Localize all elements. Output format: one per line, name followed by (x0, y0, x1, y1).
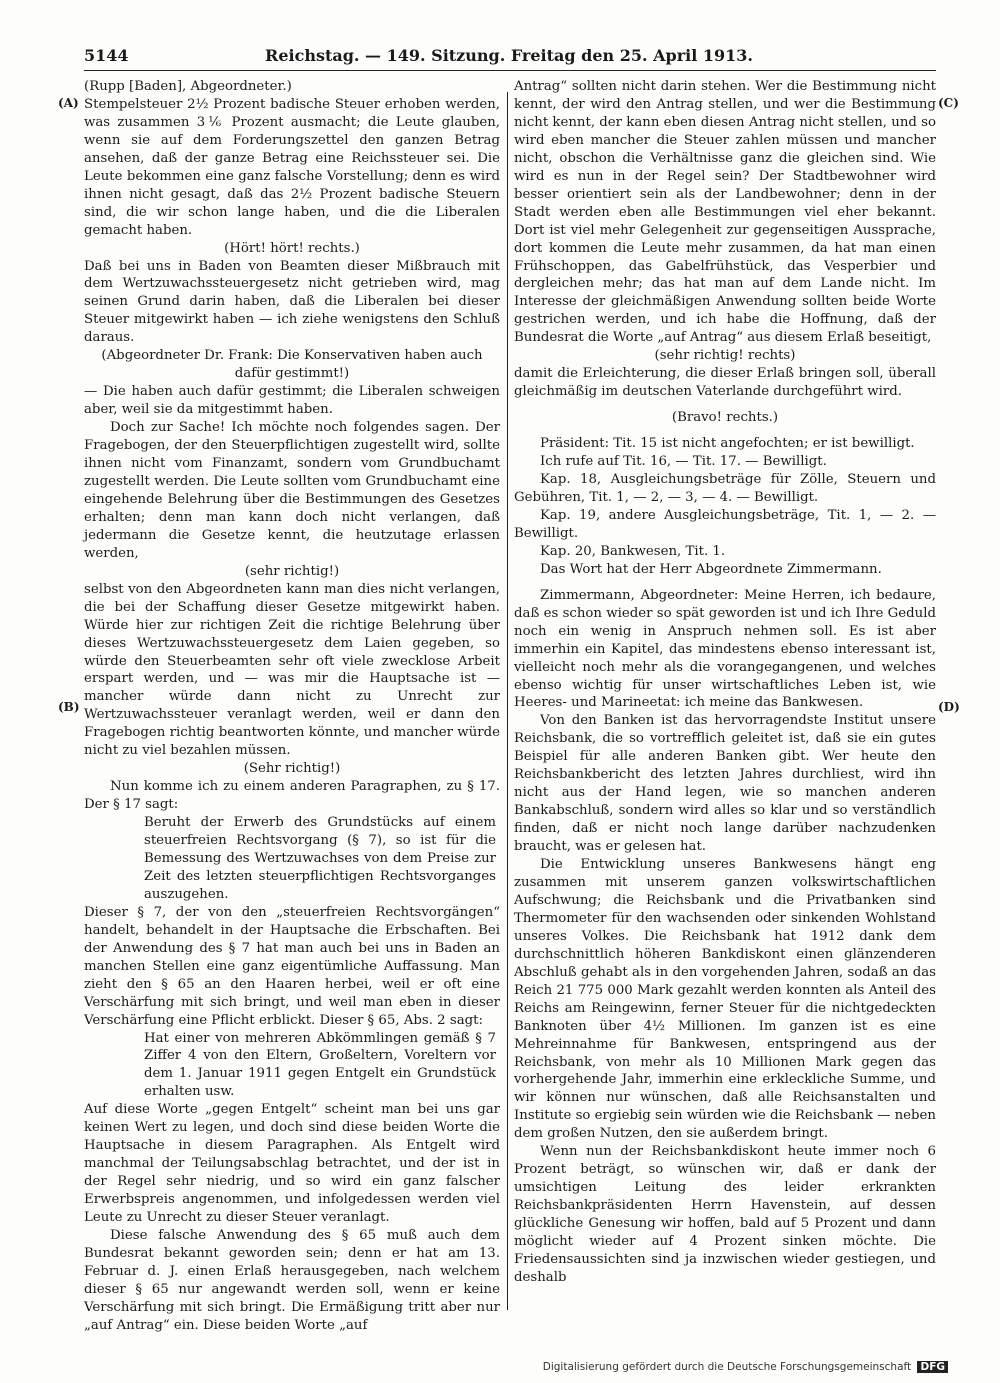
column-divider (507, 92, 508, 1310)
paragraph: Das Wort hat der Herr Abgeordnete Zimmermann. (540, 561, 882, 577)
interjection: (Bravo! rechts.) (671, 410, 779, 426)
running-header (84, 46, 934, 72)
header-title: Reichstag. — 149. Sitzung. Freitag den 25. April 1913. (265, 46, 753, 65)
interjection: (Abgeordneter Dr. Frank: Die Konservativen haben auch dafür gestimmt!) (101, 348, 483, 382)
interjection: (sehr richtig!) (244, 563, 340, 579)
paragraph: Diese falsche Anwendung des § 65 muß auch dem Bundesrat bekannt geworden sein; denn er hat am 13. Februar d. J. einen Erlaß herausgegeben, nach welchem dieser § 65 nur angewandt werden soll, wenn er keine Verschärfung mit sich bringt. Die Ermäßigung tritt aber nur „auf Antrag“ ein. Diese beiden Worte „auf (84, 1228, 500, 1333)
paragraph: damit die Erleichterung, die dieser Erlaß bringen soll, überall gleichmäßig im deutschen Vaterlande durchgeführt wird. (514, 366, 936, 400)
left-column (84, 78, 500, 1335)
right-column (514, 78, 936, 1287)
paragraph: selbst von den Abgeordneten kann man dies nicht verlangen, die bei der Schaffung dieser Gesetze mitgewirkt haben. Würde hier zur richtigen Zeit die richtige Belehrung über dieses Wertzuwachssteuergesetz dem Laien gegeben, so würde den Steuerbeamten sehr oft viele zwecklose Arbeit erspart werden, und — was mir die Hauptsache ist — mancher würde dann nicht zu Unrecht zur Wertzuwachssteuer veranlagt werden, weil er dann den Fragebogen richtig beantworten könnte, und mancher würde nicht zu viel bezahlen müssen. (84, 581, 500, 759)
paragraph: Auf diese Worte „gegen Entgelt“ scheint man bei uns gar keinen Wert zu legen, und doch sind diese beiden Worte die Hauptsache in diesem Paragraphen. Als Entgelt wird manchmal der Teilungsabschlag betrachtet, und der ist in der Regel sehr niedrig, und so wird ein ganz falscher Erwerbspreis angenommen, und infolgedessen werden viel Leute zu Unrecht zu dieser Steuer veranlagt. (84, 1102, 500, 1226)
law-quote: Beruht der Erwerb des Grundstücks auf einem steuerfreien Rechtsvorgang (§ 7), so ist für die Bemessung des Wertzuwachses von dem Preise zur Zeit des letzten steuerpflichtigen Rechtsvorganges auszugehen. (144, 815, 496, 902)
paragraph: Von den Banken ist das hervorragendste Institut unsere Reichsbank, die so vortrefflich geleitet ist, daß sie ein gutes Beispiel für alle anderen Banken gibt. Wer heute den Reichsbankbericht des letzten Jahres durchliest, wird ihn nicht aus der Hand legen, wie so manchen anderen Bankabschluß, sondern wird alles so klar und so verständlich finden, daß er nicht noch lange darüber nachzudenken braucht, was er gelesen hat. (514, 713, 936, 855)
paragraph: Kap. 20, Bankwesen, Tit. 1. (540, 543, 726, 559)
paragraph: Antrag“ sollten nicht darin stehen. Wer die Bestimmung nicht kennt, der wird den Antrag stellen, und wer die Bestimmung nicht kennt, der kann eben diesen Antrag nicht stellen, und so wird eben mancher die Steuer zahlen müssen und mancher nicht, obschon die Verhältnisse ganz die gleichen sind. Wie wird es nun in der Regel sein? Der Stadtbewohner wird besser orientiert sein als der Landbewohner; denn in der Stadt werden eben alle Bestimmungen viel eher bekannt. Dort ist viel mehr Gelegenheit zur gegenseitigen Aussprache, dort kommen die Leute mehr zusammen, da hat man einen Frühschoppen, das Gabelfrühstück, das Vesperbier und dergleichen mehr; das hat man auf dem Lande nicht. Im Interesse der gleichmäßigen Anwendung sollten beide Worte gestrichen werden, und ich habe die Hoffnung, daß der Bundesrat die Worte „auf Antrag“ aus diesem Erlaß beseitigt, (514, 79, 936, 346)
margin-mark-c: (C) (938, 96, 959, 110)
speaker-heading: (Rupp [Baden], Abgeordneter.) (84, 79, 292, 94)
paragraph: Doch zur Sache! Ich möchte noch folgendes sagen. Der Fragebogen, der den Steuerpflichtigen zugestellt wird, sollte ihnen nicht vom Finanzamt, sondern vom Grundbuchamt zugestellt werden. Die Leute sollten vom Grundbuchamt eine eingehende Belehrung über die Bestimmungen des Gesetzes erhalten; denn man kann doch nicht verlangen, daß jedermann die Gesetze kennt, die heutzutage erlassen werden, (84, 420, 500, 561)
paragraph: Dieser § 7, der von den „steuerfreien Rechtsvorgängen“ handelt, behandelt in der Hauptsache die Erbschaften. Bei der Anwendung des § 7 hat man auch bei uns in Baden an manchen Stellen eine ganz eigentümliche Auffassung. Man zieht den § 65 an den Haaren herbei, weil er oft eine Verschärfung mit sich bringt, und weil man eben in dieser Verschärfung eine Pflicht erblickt. Dieser § 65, Abs. 2 sagt: (84, 904, 500, 1028)
paragraph: Daß bei uns in Baden von Beamten dieser Mißbrauch mit dem Wertzuwachssteuergesetz nicht getrieben wird, mag seinen Grund darin haben, daß die Liberalen bei dieser Steuer mitgewirkt haben — ich ziehe wenigstens den Schluß daraus. (84, 258, 500, 346)
page-number: 5144 (84, 46, 129, 65)
interjection: (Hört! hört! rechts.) (224, 240, 360, 256)
paragraph: Wenn nun der Reichsbankdiskont heute immer noch 6 Prozent beträgt, so wünschen wir, daß er dank der umsichtigen Leitung des leider erkrankten Reichsbankpräsidenten Herrn Havenstein, auf dessen glückliche Genesung wir hoffen, bald auf 5 Prozent und dann möglicht wieder auf 4 Prozent sinken möchte. Die Friedensaussichten sind ja inzwischen wieder gestiegen, und deshalb (514, 1144, 936, 1285)
paragraph: — Die haben auch dafür gestimmt; die Liberalen schweigen aber, weil sie da mitgestimmt haben. (84, 384, 500, 418)
dfg-logo: DFG (917, 1361, 948, 1373)
paragraph: Stempelsteuer 2½ Prozent badische Steuer erhoben werden, was zusammen 3⅙ Prozent ausmacht; die Leute glauben, wenn sie auf dem Forderungszettel den ganzen Betrag ansehen, daß der ganze Betrag eine Reichssteuer sei. Die Leute bekommen eine ganz falsche Vorstellung; denn es wird ihnen nicht gesagt, daß das 2½ Prozent badische Steuern sind, die wir schon lange haben, und die die Liberalen gemacht haben. (84, 96, 500, 238)
president-statement: Präsident: Tit. 15 ist nicht angefochten; er ist bewilligt. (540, 436, 915, 452)
law-quote: Hat einer von mehreren Abkömmlingen gemäß § 7 Ziffer 4 von den Eltern, Großeltern, Voreltern vor dem 1. Januar 1911 gegen Entgelt ein Grundstück erhalten usw. (144, 1030, 496, 1100)
margin-mark-d: (D) (938, 700, 960, 714)
margin-mark-b: (B) (58, 700, 80, 714)
margin-mark-a: (A) (58, 96, 79, 110)
speech-zimmermann: Zimmermann, Abgeordneter: Meine Herren, ich bedaure, daß es schon wieder so spät geworden ist und ich Ihre Geduld noch ein wenig in Anspruch nehmen soll. Es ist aber immerhin ein Kapitel, das mindestens ebenso interessant ist, vielleicht noch mehr als die vorangegangenen, und welches ebenso wichtig für unser wirtschaftliches Leben ist, wie Heeres- und Marineetat: ich meine das Bankwesen. (514, 587, 936, 711)
header-rule (84, 70, 936, 71)
paragraph: Nun komme ich zu einem anderen Paragraphen, zu § 17. Der § 17 sagt: (84, 779, 500, 813)
interjection: (Sehr richtig!) (243, 761, 341, 777)
paragraph: Die Entwicklung unseres Bankwesens hängt eng zusammen mit unserem ganzen volkswirtschaftlichen Aufschwung; die Reichsbank und die Privatbanken sind Thermometer für den wachsenden oder sinkenden Wohlstand unseres Volkes. Die Reichsbank hat 1912 dank dem durchschnittlich höheren Bankdiskont einen glänzenderen Abschluß gehabt als in den vorgehenden Jahren, sodaß an das Reich 21 775 000 Mark gezahlt werden konnten als Anteil des Reichs am Reingewinn, ferner Steuer für die nichtgedeckten Banknoten über 4½ Millionen. Im ganzen ist es eine Mehreinnahme für Bankwesen, entspringend aus der Reichsbank, von mehr als 10 Millionen Mark gegen das vorhergehende Jahr, immerhin eine erkleckliche Summe, und wir können nur wünschen, daß alle Reichsanstalten und Institute so ergiebig sein würden wie die Reichsbank — neben dem großen Nutzen, den sie außerdem bringt. (514, 857, 936, 1142)
digitization-footer (543, 1361, 948, 1373)
paragraph: Kap. 18, Ausgleichungsbeträge für Zölle, Steuern und Gebühren, Tit. 1, — 2, — 3, — 4. — Bewilligt. (514, 472, 936, 505)
paragraph: Kap. 19, andere Ausgleichungsbeträge, Tit. 1, — 2. — Bewilligt. (514, 507, 936, 541)
footer-text: Digitalisierung gefördert durch die Deutsche Forschungsgemeinschaft (542, 1361, 912, 1373)
paragraph: Ich rufe auf Tit. 16, — Tit. 17. — Bewilligt. (540, 454, 827, 470)
interjection: (sehr richtig! rechts) (654, 348, 796, 364)
